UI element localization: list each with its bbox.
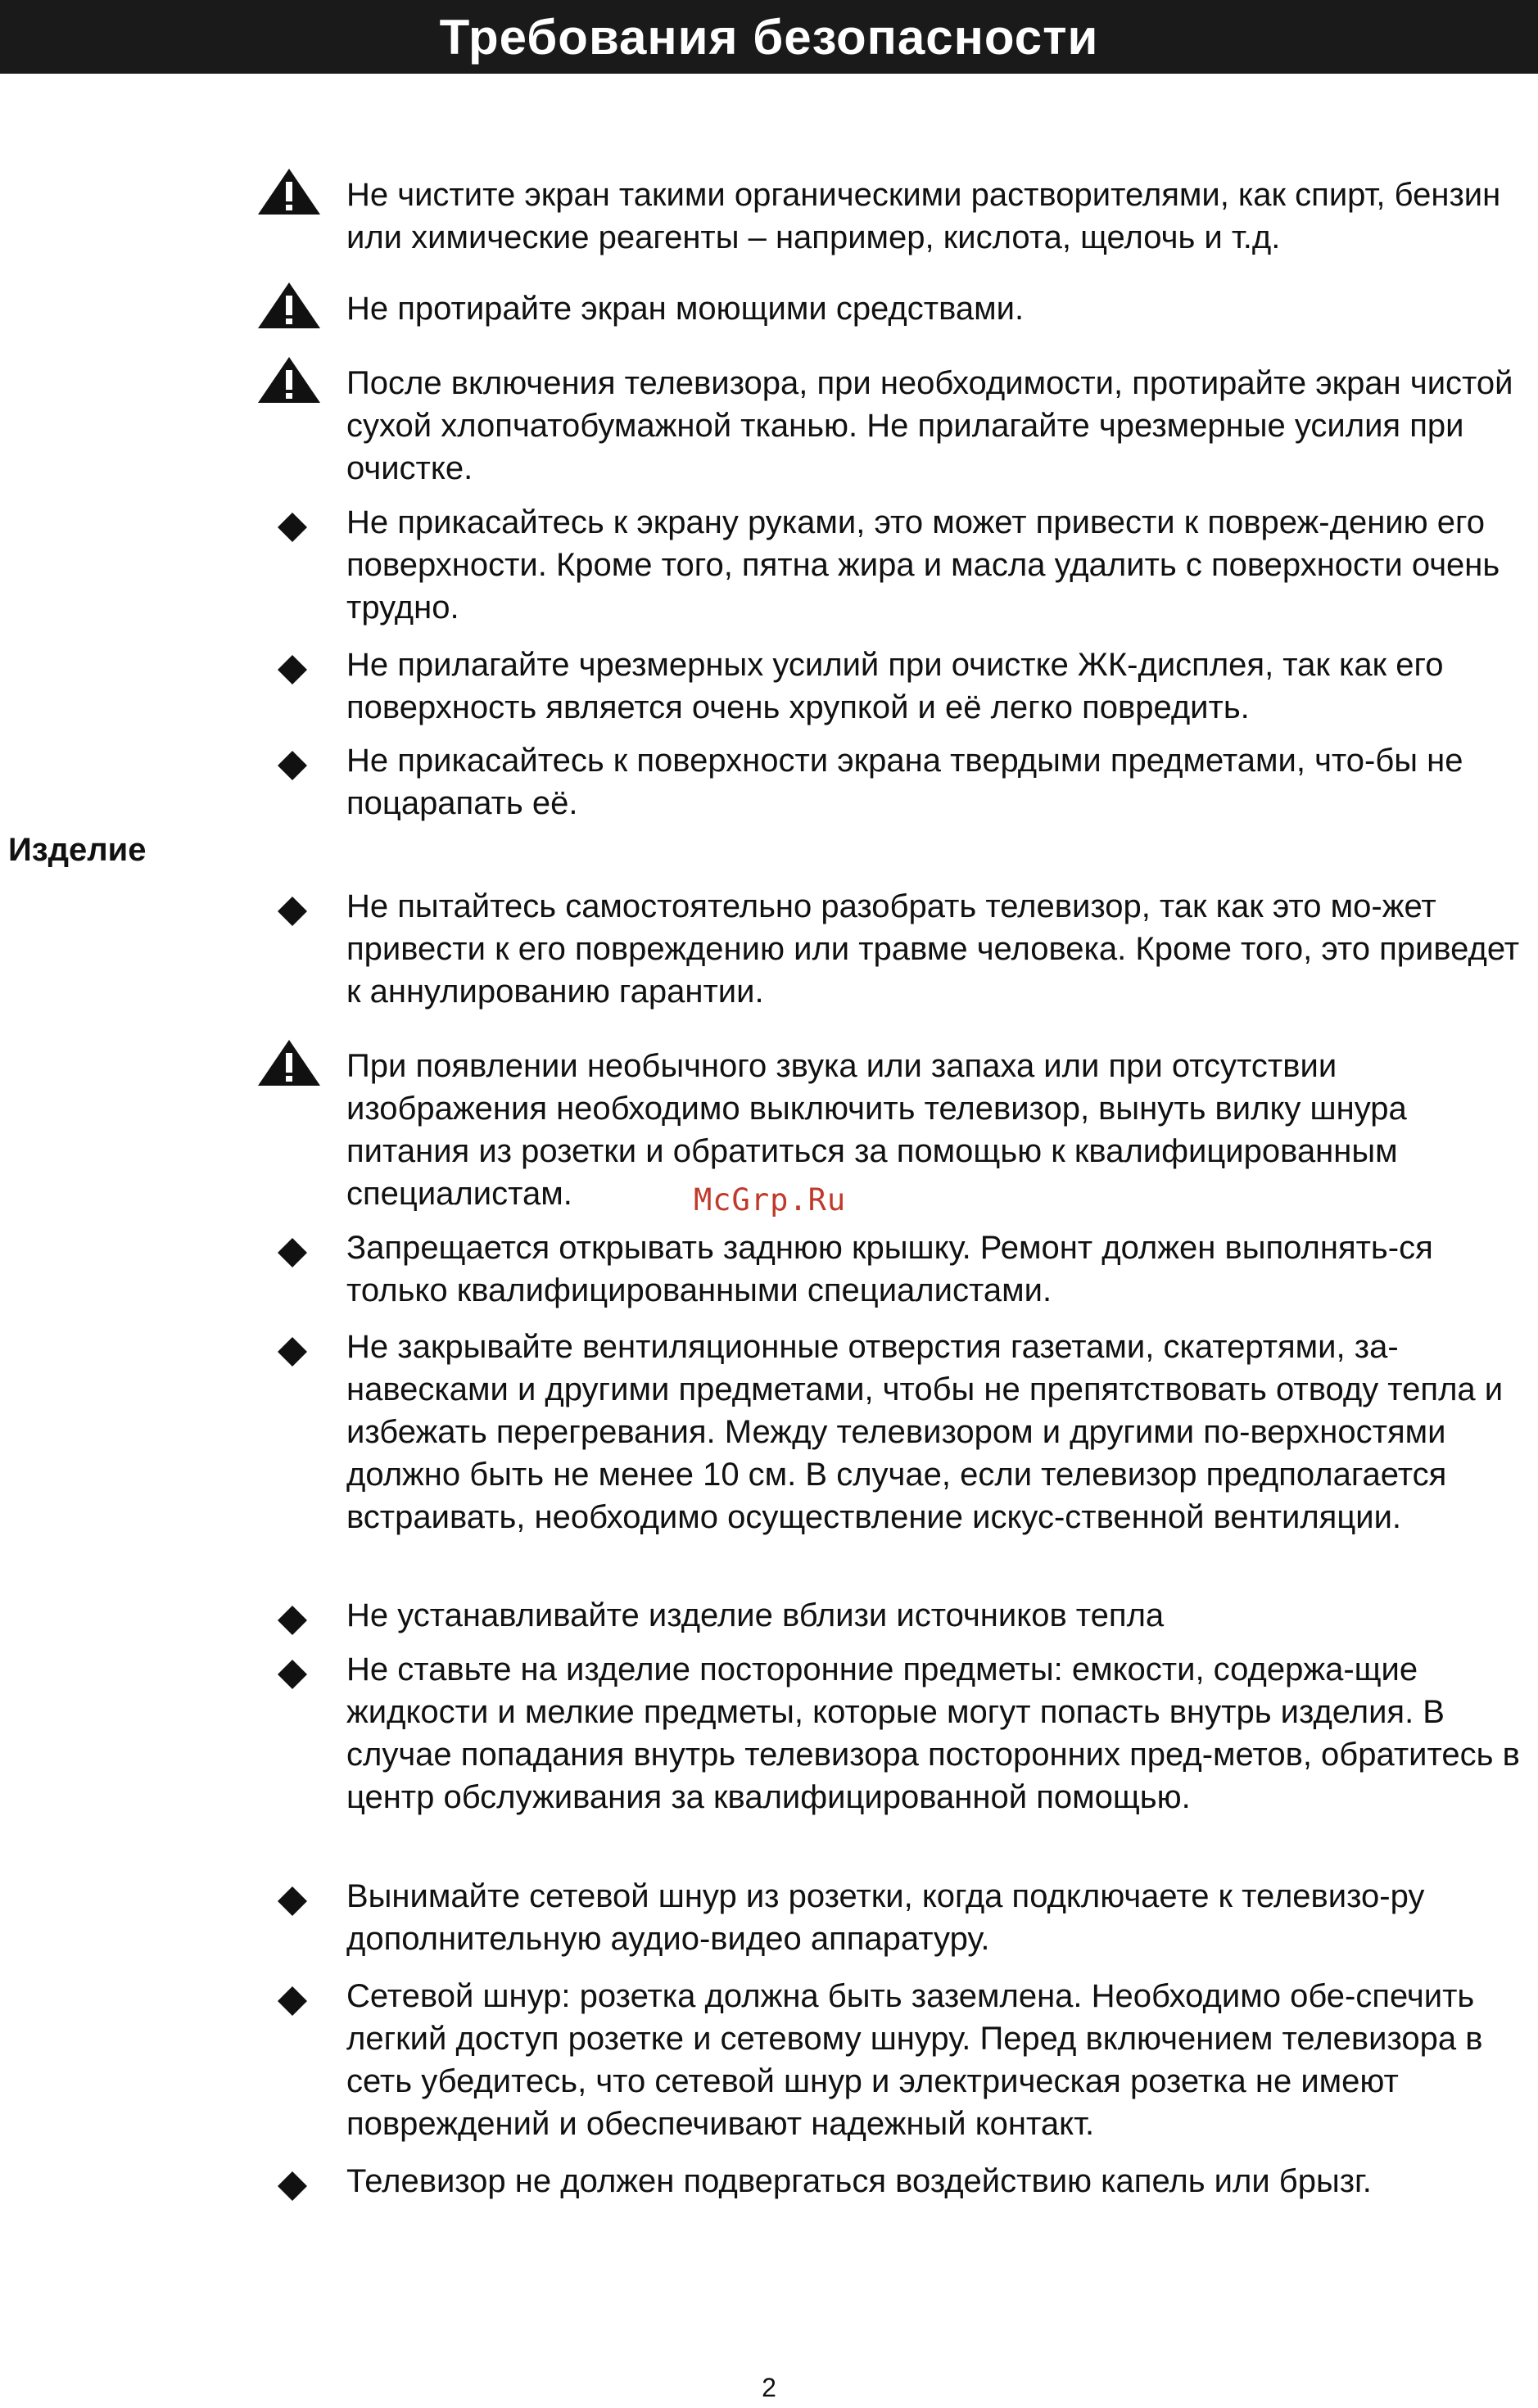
safety-item-text: Запрещается открывать заднюю крышку. Ремонт должен выполнять-ся только квалифицированными специалистами. [346,1230,1433,1308]
safety-item-4 [256,501,1534,629]
diamond-bullet-icon [276,2170,309,2202]
safety-item-text: Вынимайте сетевой шнур из розетки, когда подключаете к телевизо-ру дополнительную аудио-видео аппаратуру. [346,1878,1425,1957]
safety-item-10 [256,1326,1534,1538]
safety-item-text: Не устанавливайте изделие вблизи источников тепла [346,1597,1165,1633]
warning-triangle-icon [256,167,322,216]
warning-triangle-icon [256,355,322,404]
safety-item-11 [256,1594,1534,1637]
header-bar [0,0,1538,74]
page-title: Требования безопасности [439,9,1099,65]
safety-item-2 [256,287,1534,330]
warning-triangle-icon [256,1038,322,1087]
diamond-bullet-icon [276,1236,309,1269]
safety-item-8 [256,1045,1534,1215]
safety-item-6 [256,739,1534,825]
safety-item-text: Не закрывайте вентиляционные отверстия газетами, скатертями, за-навесками и другими предметами, чтобы не препятствовать отводу тепла и избежать перегревания. Между телевизором и другими по-верхностями должно быть не менее 10 см. В случае, если телевизор предполагается встраивать, необходимо осуществление искус-ственной вентиляции. [346,1329,1504,1535]
diamond-bullet-icon [276,653,309,686]
safety-item-text: При появлении необычного звука или запаха или при отсутствии изображения необходимо выключить телевизор, вынуть вилку шнура питания из розетки и обратиться за помощью к квалифицированным специалистам. [346,1048,1407,1212]
safety-item-text: Не прикасайтесь к поверхности экрана твердыми предметами, что-бы не поцарапать её. [346,743,1463,821]
diamond-bullet-icon [276,1885,309,1918]
diamond-bullet-icon [276,895,309,928]
watermark: McGrp.Ru [694,1182,847,1218]
safety-item-text: Не ставьте на изделие посторонние предметы: емкости, содержа-щие жидкости и мелкие предметы, которые могут попасть внутрь изделия. В случае попадания внутрь телевизора посторонних пред-метов, обратитесь в центр обслуживания за квалифицированной помощью. [346,1651,1520,1815]
safety-item-15 [256,2160,1534,2202]
safety-item-1 [256,174,1534,259]
page-number: 2 [762,2373,776,2402]
safety-item-text: Не протирайте экран моющими средствами. [346,291,1025,327]
safety-item-text: Телевизор не должен подвергаться воздействию капель или брызг. [346,2163,1372,2199]
diamond-bullet-icon [276,1985,309,2017]
diamond-bullet-icon [276,749,309,782]
safety-item-9 [256,1227,1534,1312]
safety-item-13 [256,1875,1534,1960]
safety-item-5 [256,644,1534,729]
safety-item-7 [256,885,1534,1013]
diamond-bullet-icon [276,1335,309,1368]
safety-item-text: Сетевой шнур: розетка должна быть заземлена. Необходимо обе-спечить легкий доступ розетке и сетевому шнуру. Перед включением телевизора в сеть убедитесь, что сетевой шнур и электрическая розетка не имеют повреждений и обеспечивают надежный контакт. [346,1978,1483,2142]
warning-triangle-icon [256,281,322,330]
safety-item-text: После включения телевизора, при необходимости, протирайте экран чистой сухой хлопчатобумажной тканью. Не прилагайте чрезмерные усилия при очистке. [346,365,1513,486]
safety-item-text: Не чистите экран такими органическими растворителями, как спирт, бензин или химические реагенты – например, кислота, щелочь и т.д. [346,177,1501,255]
safety-item-text: Не пытайтесь самостоятельно разобрать телевизор, так как это мо-жет привести к его повреждению или травме человека. Кроме того, это приведет к аннулированию гарантии. [346,888,1520,1010]
diamond-bullet-icon [276,1604,309,1637]
safety-item-text: Не прилагайте чрезмерных усилий при очистке ЖК-дисплея, так как его поверхность является очень хрупкой и её легко повредить. [346,647,1444,725]
diamond-bullet-icon [276,1658,309,1691]
safety-item-14 [256,1975,1534,2145]
safety-item-3 [256,362,1534,490]
section-label-product: Изделие [8,832,147,868]
diamond-bullet-icon [276,511,309,544]
safety-item-text: Не прикасайтесь к экрану руками, это может привести к повреж-дению его поверхности. Кроме того, пятна жира и масла удалить с поверхности очень трудно. [346,504,1500,626]
safety-item-12 [256,1648,1534,1818]
